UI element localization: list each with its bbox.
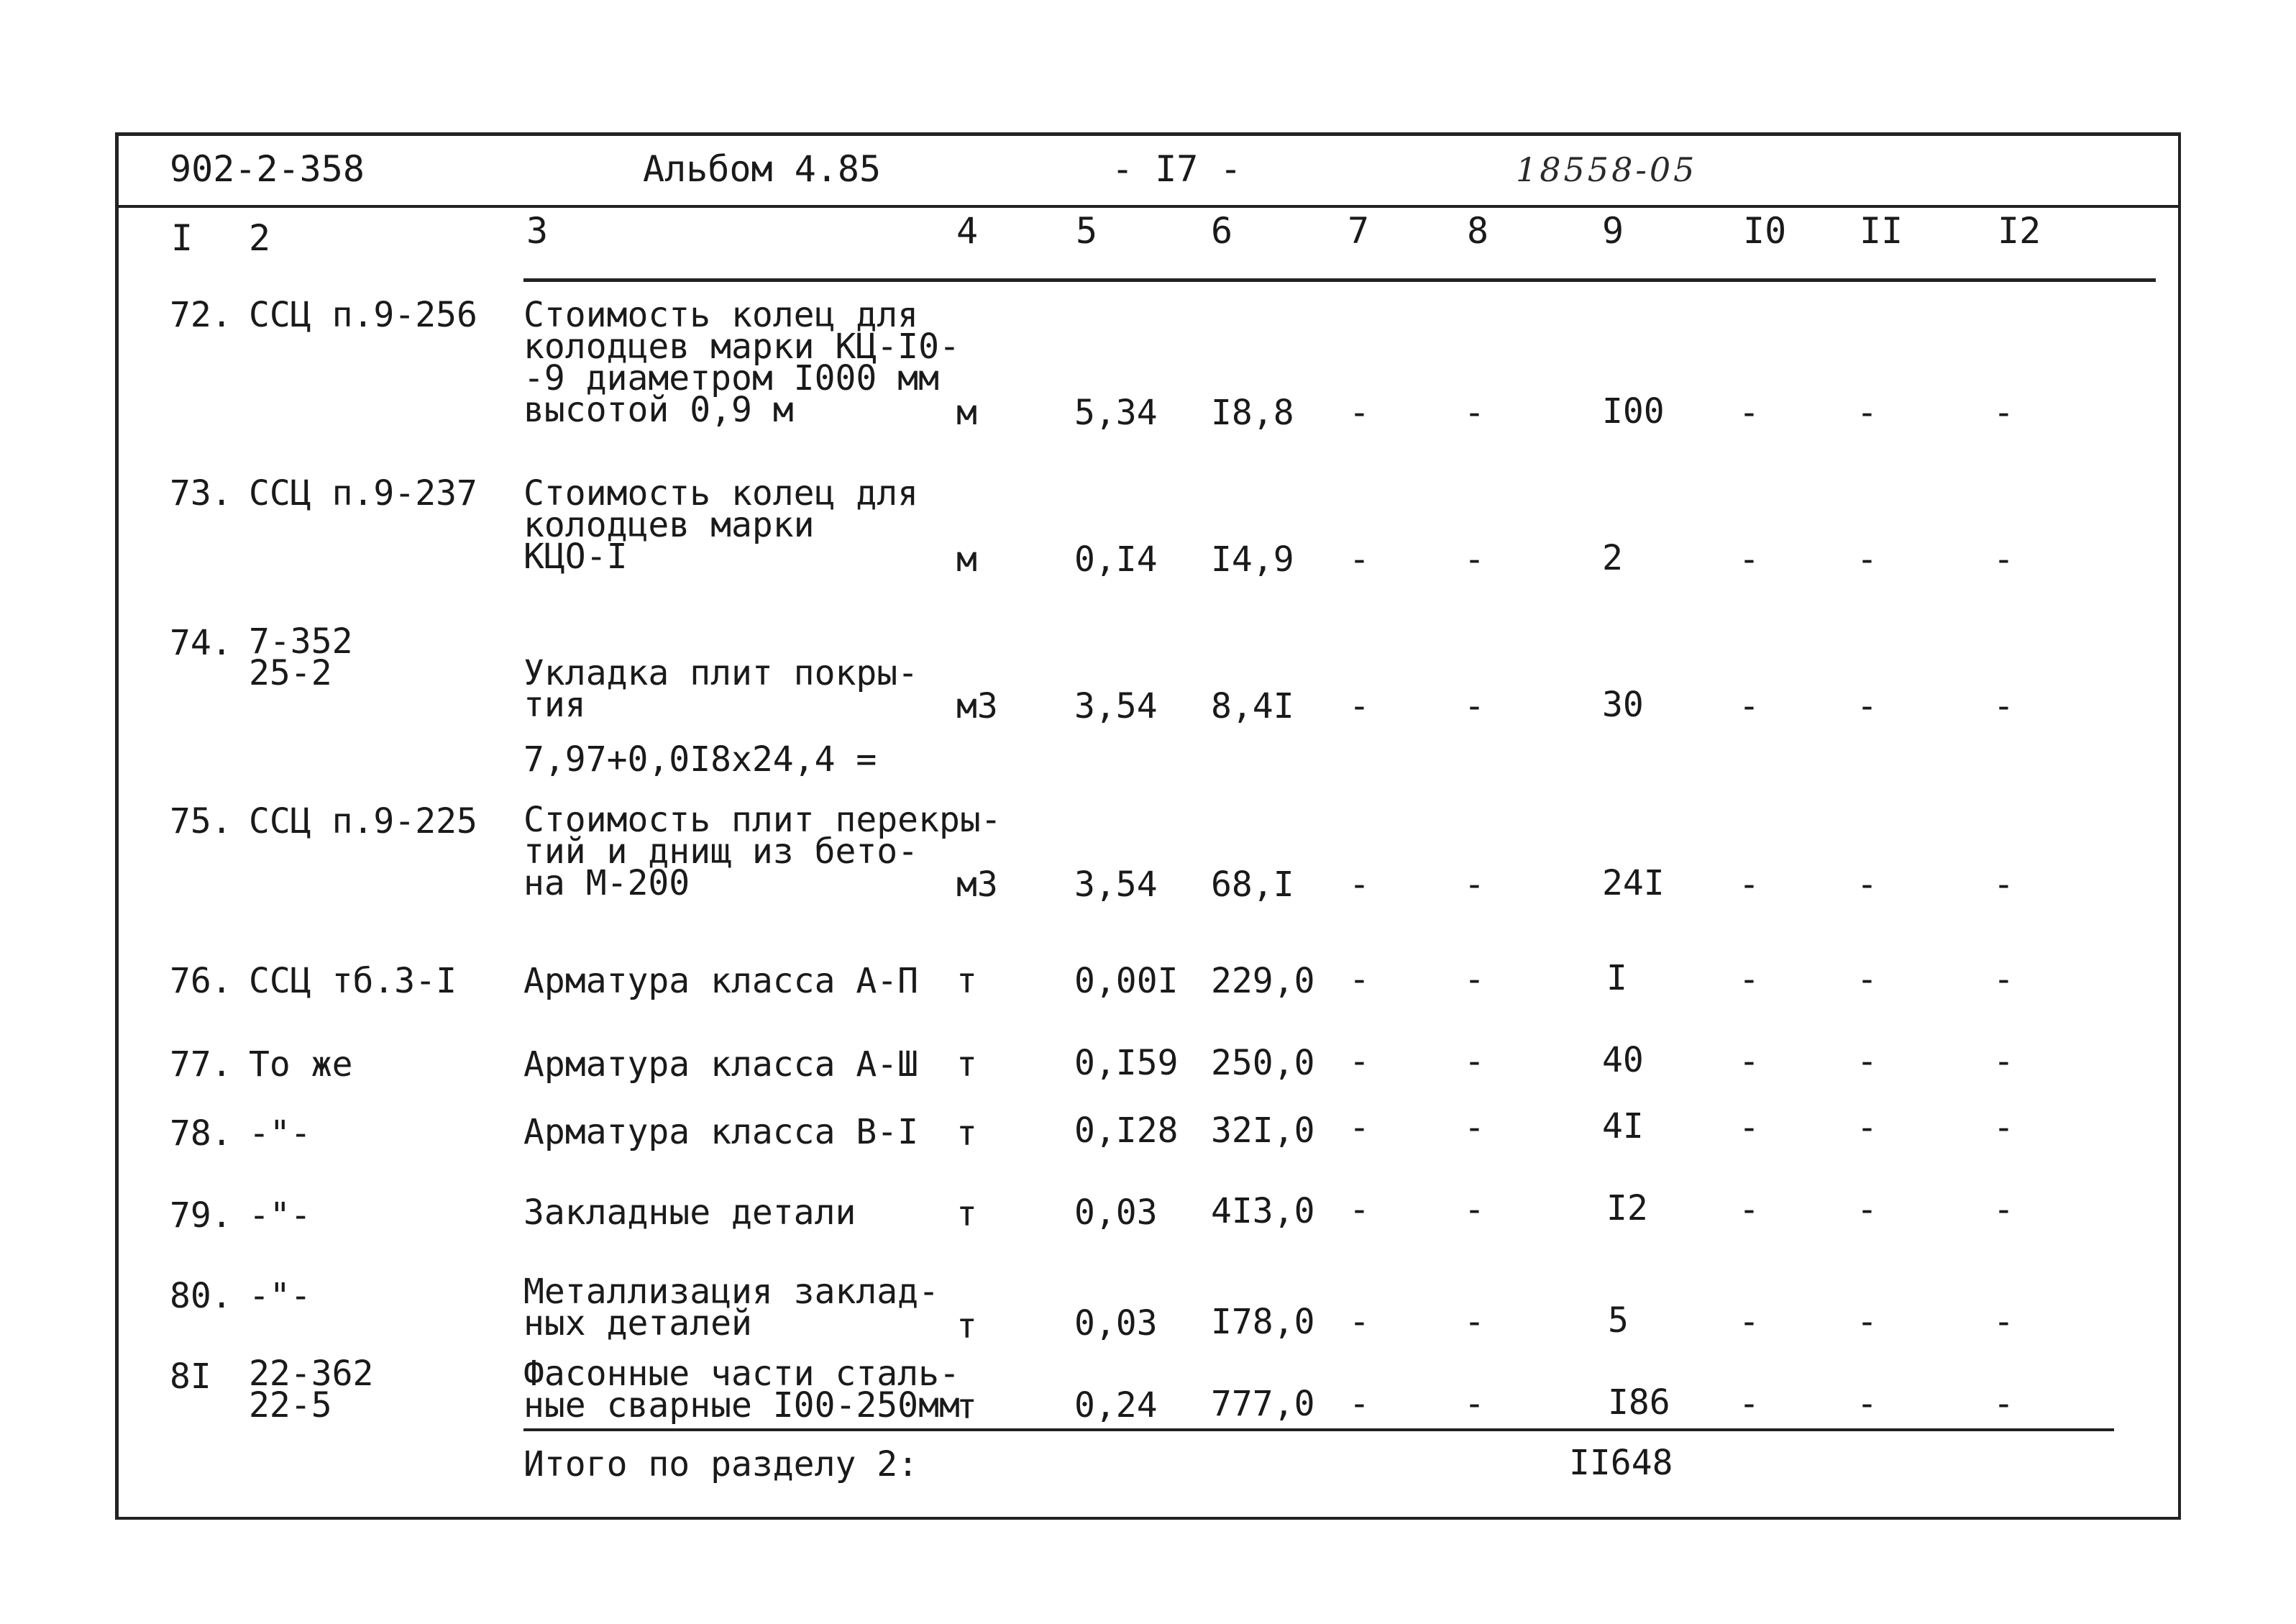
row-description: -9 диаметром I000 мм bbox=[523, 358, 939, 398]
row-description: Стоимость плит перекры- bbox=[523, 800, 1002, 840]
row-description: Арматура класса В-I bbox=[523, 1112, 919, 1152]
row-unit: м3 bbox=[956, 865, 998, 905]
column-header: 4 bbox=[956, 210, 979, 252]
row-col11: - bbox=[1857, 539, 1877, 580]
row-col8: - bbox=[1464, 1384, 1485, 1424]
row-col12: - bbox=[1993, 1108, 2014, 1148]
row-description: Арматура класса А-П bbox=[523, 961, 919, 1001]
row-number: 76. bbox=[170, 961, 232, 1001]
row-price: 4I3,0 bbox=[1211, 1191, 1315, 1231]
row-quantity: 0,I4 bbox=[1074, 539, 1158, 580]
row-total: I86 bbox=[1608, 1382, 1670, 1423]
section-total-label: Итого по разделу 2: bbox=[523, 1444, 919, 1484]
row-price: 229,0 bbox=[1211, 961, 1315, 1001]
row-col10: - bbox=[1739, 1384, 1760, 1424]
row-description: на М-200 bbox=[523, 863, 690, 903]
row-reference: ССЦ п.9-237 bbox=[249, 473, 477, 514]
row-price: I78,0 bbox=[1211, 1302, 1315, 1342]
row-quantity: 0,03 bbox=[1074, 1192, 1158, 1233]
inventory-number: 18558-05 bbox=[1516, 150, 1698, 189]
row-reference: 7-352 bbox=[249, 621, 353, 662]
row-unit: м3 bbox=[956, 686, 998, 726]
row-total: 24I bbox=[1602, 863, 1665, 903]
row-col10: - bbox=[1739, 393, 1760, 433]
row-number: 73. bbox=[170, 473, 232, 514]
row-unit: т bbox=[956, 1387, 977, 1427]
row-description: КЦО-I bbox=[523, 537, 628, 577]
row-col8: - bbox=[1464, 959, 1485, 1000]
row-col10: - bbox=[1739, 1302, 1760, 1342]
row-col12: - bbox=[1993, 1041, 2014, 1082]
row-unit: м bbox=[956, 393, 977, 433]
row-unit: т bbox=[956, 1044, 977, 1085]
row-reference: 22-5 bbox=[249, 1385, 332, 1425]
row-total: I bbox=[1606, 958, 1627, 998]
row-col8: - bbox=[1464, 686, 1485, 726]
row-price: 32I,0 bbox=[1211, 1110, 1315, 1151]
row-col8: - bbox=[1464, 393, 1485, 433]
row-col12: - bbox=[1993, 539, 2014, 580]
column-header: 3 bbox=[526, 210, 549, 252]
row-col11: - bbox=[1857, 865, 1877, 905]
row-col11: - bbox=[1857, 1108, 1877, 1148]
row-total: 2 bbox=[1602, 538, 1623, 578]
totals-divider bbox=[523, 1428, 2114, 1431]
row-col12: - bbox=[1993, 1302, 2014, 1342]
row-description: колодцев марки bbox=[523, 505, 815, 545]
row-quantity: 0,I28 bbox=[1074, 1110, 1179, 1151]
row-number: 74. bbox=[170, 623, 232, 663]
row-total: 4I bbox=[1602, 1106, 1644, 1146]
row-unit: т bbox=[956, 1306, 977, 1346]
section-total-value: II648 bbox=[1569, 1443, 1673, 1483]
row-number: 75. bbox=[170, 801, 232, 841]
row-col7: - bbox=[1349, 1041, 1370, 1082]
row-col8: - bbox=[1464, 865, 1485, 905]
row-col10: - bbox=[1739, 865, 1760, 905]
row-col11: - bbox=[1857, 1302, 1877, 1342]
column-header-divider bbox=[523, 278, 2156, 282]
column-header: II bbox=[1860, 210, 1903, 252]
row-reference: ССЦ тб.3-I bbox=[249, 961, 457, 1001]
row-description: Стоимость колец для bbox=[523, 295, 919, 335]
row-quantity: 0,03 bbox=[1074, 1303, 1158, 1344]
page-number: - I7 - bbox=[1112, 148, 1242, 190]
row-total: I00 bbox=[1602, 391, 1665, 432]
row-col7: - bbox=[1349, 393, 1370, 433]
row-formula: 7,97+0,0I8x24,4 = bbox=[523, 739, 877, 780]
row-number: 77. bbox=[170, 1044, 232, 1085]
row-col11: - bbox=[1857, 1384, 1877, 1424]
row-description: Металлизация заклад- bbox=[523, 1272, 939, 1312]
row-description: Закладные детали bbox=[523, 1192, 856, 1233]
row-price: 777,0 bbox=[1211, 1384, 1315, 1424]
row-description: высотой 0,9 м bbox=[523, 390, 794, 430]
row-price: 68,I bbox=[1211, 865, 1294, 905]
row-reference: 22-362 bbox=[249, 1354, 374, 1394]
row-col7: - bbox=[1349, 865, 1370, 905]
row-unit: т bbox=[956, 1113, 977, 1154]
row-col7: - bbox=[1349, 1190, 1370, 1230]
row-price: I8,8 bbox=[1211, 393, 1294, 433]
row-number: 8I bbox=[170, 1356, 211, 1397]
row-col12: - bbox=[1993, 1384, 2014, 1424]
row-col12: - bbox=[1993, 393, 2014, 433]
row-number: 79. bbox=[170, 1195, 232, 1236]
column-header: I0 bbox=[1743, 210, 1787, 252]
row-reference: -"- bbox=[249, 1113, 311, 1154]
column-header: I bbox=[171, 217, 193, 259]
column-header: I2 bbox=[1998, 210, 2041, 252]
doc-code: 902-2-358 bbox=[170, 148, 365, 190]
row-price: 250,0 bbox=[1211, 1043, 1315, 1083]
row-description: Арматура класса А-Ш bbox=[523, 1044, 919, 1085]
row-total: 40 bbox=[1602, 1040, 1644, 1080]
row-col7: - bbox=[1349, 686, 1370, 726]
row-col11: - bbox=[1857, 393, 1877, 433]
row-col12: - bbox=[1993, 865, 2014, 905]
row-description: Укладка плит покры- bbox=[523, 653, 919, 693]
row-unit: т bbox=[956, 1194, 977, 1234]
row-col7: - bbox=[1349, 1384, 1370, 1424]
row-col10: - bbox=[1739, 1041, 1760, 1082]
row-quantity: 3,54 bbox=[1074, 686, 1158, 726]
row-col10: - bbox=[1739, 959, 1760, 1000]
row-description: Стоимость колец для bbox=[523, 473, 919, 514]
row-col7: - bbox=[1349, 959, 1370, 1000]
column-header: 9 bbox=[1602, 210, 1624, 252]
row-col11: - bbox=[1857, 686, 1877, 726]
row-total: 5 bbox=[1608, 1300, 1629, 1341]
column-header: 5 bbox=[1076, 210, 1098, 252]
row-total: 30 bbox=[1602, 685, 1644, 725]
row-price: I4,9 bbox=[1211, 539, 1294, 580]
row-col7: - bbox=[1349, 539, 1370, 580]
row-col12: - bbox=[1993, 686, 2014, 726]
row-description: колодцев марки КЦ-I0- bbox=[523, 327, 960, 367]
row-col8: - bbox=[1464, 1041, 1485, 1082]
row-quantity: 0,24 bbox=[1074, 1385, 1158, 1425]
row-col7: - bbox=[1349, 1302, 1370, 1342]
column-header: 7 bbox=[1348, 210, 1370, 252]
row-col10: - bbox=[1739, 686, 1760, 726]
row-total: I2 bbox=[1606, 1188, 1648, 1228]
row-quantity: 0,I59 bbox=[1074, 1043, 1179, 1083]
row-col10: - bbox=[1739, 1108, 1760, 1148]
row-col7: - bbox=[1349, 1108, 1370, 1148]
header-divider bbox=[119, 205, 2178, 208]
row-quantity: 3,54 bbox=[1074, 865, 1158, 905]
row-col10: - bbox=[1739, 1190, 1760, 1230]
row-col12: - bbox=[1993, 959, 2014, 1000]
row-col12: - bbox=[1993, 1190, 2014, 1230]
row-reference: -"- bbox=[249, 1195, 311, 1236]
column-header: 8 bbox=[1467, 210, 1489, 252]
row-number: 78. bbox=[170, 1113, 232, 1154]
row-description: Фасонные части сталь- bbox=[523, 1354, 960, 1394]
row-col8: - bbox=[1464, 1302, 1485, 1342]
row-col11: - bbox=[1857, 959, 1877, 1000]
row-description: ные сварные I00-250мм bbox=[523, 1385, 960, 1425]
row-reference: ССЦ п.9-225 bbox=[249, 801, 477, 841]
row-reference: ССЦ п.9-256 bbox=[249, 295, 477, 335]
row-reference: -"- bbox=[249, 1276, 311, 1316]
row-col8: - bbox=[1464, 539, 1485, 580]
row-col8: - bbox=[1464, 1108, 1485, 1148]
row-quantity: 0,00I bbox=[1074, 961, 1179, 1001]
column-header: 2 bbox=[249, 217, 271, 259]
row-quantity: 5,34 bbox=[1074, 393, 1158, 433]
row-col8: - bbox=[1464, 1190, 1485, 1230]
row-description: ных деталей bbox=[523, 1303, 752, 1344]
row-description: тия bbox=[523, 685, 586, 725]
row-description: тий и днищ из бето- bbox=[523, 831, 919, 872]
row-unit: т bbox=[956, 961, 977, 1001]
row-col11: - bbox=[1857, 1190, 1877, 1230]
row-unit: м bbox=[956, 539, 977, 580]
row-price: 8,4I bbox=[1211, 686, 1294, 726]
row-reference: То же bbox=[249, 1044, 353, 1085]
row-col10: - bbox=[1739, 539, 1760, 580]
row-number: 72. bbox=[170, 295, 232, 335]
album-label: Альбом 4.85 bbox=[643, 148, 882, 190]
row-col11: - bbox=[1857, 1041, 1877, 1082]
column-header: 6 bbox=[1211, 210, 1233, 252]
row-number: 80. bbox=[170, 1276, 232, 1316]
row-reference: 25-2 bbox=[249, 653, 332, 693]
